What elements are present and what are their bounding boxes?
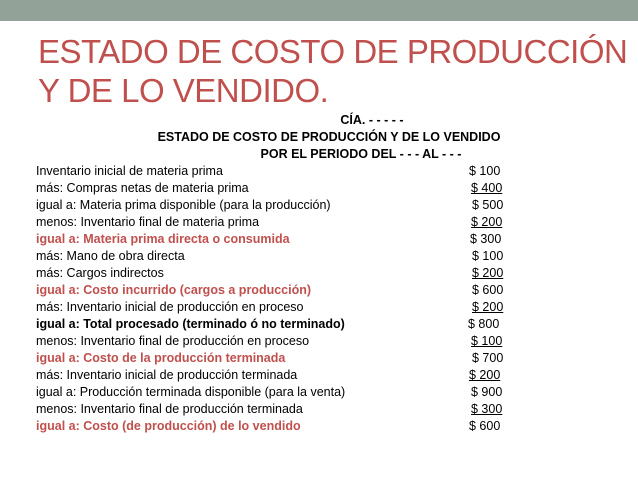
row-amount: $ 200 [472, 300, 504, 314]
row-label: menos: Inventario final de producción terminada [36, 402, 303, 416]
row-amount: $ 200 [471, 215, 503, 229]
row-label: más: Inventario inicial de producción en proceso [36, 300, 304, 314]
row-label: igual a: Producción terminada disponible (para la venta) [36, 385, 346, 399]
row-amount: $ 600 [469, 419, 501, 433]
statement-row [36, 367, 596, 384]
row-amount: $ 900 [471, 385, 503, 399]
row-amount: $ 300 [470, 232, 502, 246]
row-amount: $ 300 [471, 402, 503, 416]
row-label: más: Inventario inicial de producción terminada [36, 368, 298, 382]
row-label: menos: Inventario final de producción en proceso [36, 334, 310, 348]
row-amount: $ 200 [472, 266, 504, 280]
statement-row [36, 248, 596, 265]
row-amount: $ 100 [472, 249, 504, 263]
row-label: igual a: Costo de la producción terminada [36, 351, 286, 365]
statement-row [36, 180, 596, 197]
row-amount: $ 500 [472, 198, 504, 212]
row-amount: $ 600 [472, 283, 504, 297]
statement-row [36, 299, 596, 316]
row-amount: $ 100 [471, 334, 503, 348]
row-label: menos: Inventario final de materia prima [36, 215, 260, 229]
statement-header: ESTADO DE COSTO DE PRODUCCIÓN Y DE LO VENDIDO [157, 130, 501, 144]
row-amount: $ 400 [471, 181, 503, 195]
slide-title [38, 32, 628, 110]
row-label: más: Compras netas de materia prima [36, 181, 249, 195]
slide-title-line-1: ESTADO DE COSTO DE PRODUCCIÓN [38, 33, 628, 70]
period-header: POR EL PERIODO DEL - - - AL - - - [260, 147, 462, 161]
row-label: más: Mano de obra directa [36, 249, 185, 263]
statement-row [36, 333, 596, 350]
top-accent-bar [0, 0, 638, 21]
row-label: más: Cargos indirectos [36, 266, 164, 280]
row-label: Inventario inicial de materia prima [36, 164, 223, 178]
row-label: igual a: Materia prima directa o consumida [36, 232, 290, 246]
statement-row [36, 282, 596, 299]
row-amount: $ 200 [469, 368, 501, 382]
row-amount: $ 700 [472, 351, 504, 365]
row-amount: $ 100 [469, 164, 501, 178]
row-label: igual a: Costo incurrido (cargos a producción) [36, 283, 312, 297]
row-label: igual a: Costo (de producción) de lo vendido [36, 419, 301, 433]
statement-row [36, 350, 596, 367]
statement-row [36, 316, 596, 333]
statement-row [36, 265, 596, 282]
statement-row [36, 401, 596, 418]
slide-title-line-2: Y DE LO VENDIDO. [38, 72, 329, 109]
statement-row [36, 163, 596, 180]
statement-row [36, 214, 596, 231]
row-label: igual a: Total procesado (terminado ó no terminado) [36, 317, 345, 331]
row-amount: $ 800 [468, 317, 500, 331]
row-label: igual a: Materia prima disponible (para la producción) [36, 198, 331, 212]
statement-row [36, 231, 596, 248]
statement-row [36, 418, 596, 435]
statement-row [36, 384, 596, 401]
statement-row [36, 197, 596, 214]
company-header: CÍA. - - - - - [340, 113, 404, 127]
